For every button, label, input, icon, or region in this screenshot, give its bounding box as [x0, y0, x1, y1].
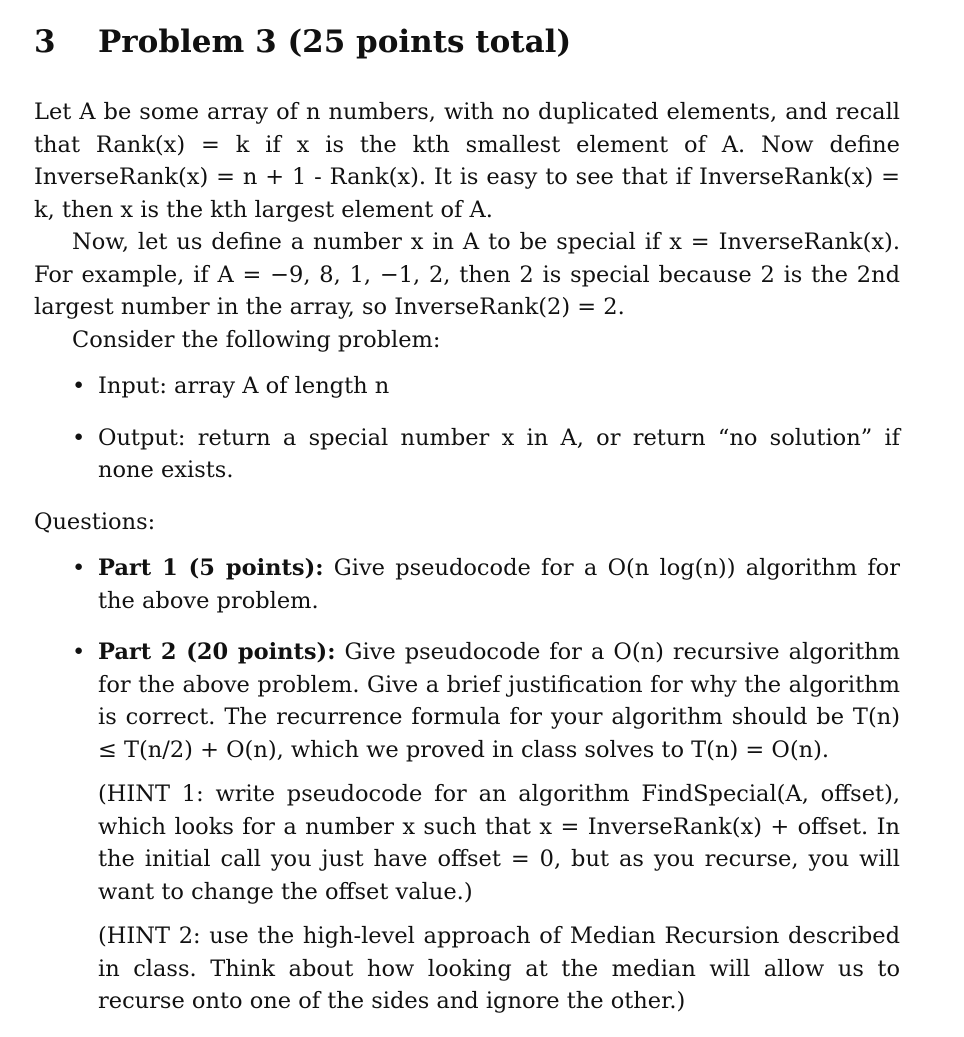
- section-title: Problem 3 (25 points total): [98, 24, 572, 60]
- list-item-input: [34, 370, 900, 403]
- intro-paragraph-3: Consider the following problem:: [72, 326, 441, 353]
- hint-1: (HINT 1: write pseudocode for an algorithm FindSpecial(A, offset), which looks for a number x such that x = InverseRank(x) + offset. In the initial call you just have offset = 0, but as you recurse, you will want to change the offset value.): [98, 781, 900, 905]
- questions-list: [34, 552, 900, 1018]
- part-1-text: Give pseudocode for a O(n log(n)) algorithm for the above problem.: [98, 555, 900, 614]
- section-number: 3: [34, 24, 56, 60]
- intro-paragraph-1: Let A be some array of n numbers, with no duplicated elements, and recall that Rank(x) = k if x is the kth smallest element of A. Now define InverseRank(x) = n + 1 - Rank(x). It is easy to see that if InverseRank(x) = k, then x is the kth largest element of A.: [34, 99, 900, 223]
- bullet-icon: •: [72, 555, 86, 581]
- part-1-label: Part 1 (5 points):: [98, 555, 324, 581]
- part-2-label: Part 2 (20 points):: [98, 639, 336, 665]
- list-item-part-1: [34, 552, 900, 617]
- hint-2: (HINT 2: use the high-level approach of Median Recursion described in class. Think about how looking at the median will allow us to recurse onto one of the sides and ignore the other.): [98, 923, 900, 1014]
- list-item-output: [34, 422, 900, 487]
- input-spec-text: Input: array A of length n: [98, 373, 390, 399]
- part-2-text: Give pseudocode for a O(n) recursive algorithm for the above problem. Give a brief justification for why the algorithm is correct. The recurrence formula for your algorithm should be T(n) ≤ T(n/2) + O(n), which we proved in class solves to T(n) = O(n).: [98, 639, 900, 763]
- bullet-icon: •: [72, 373, 86, 399]
- bullet-icon: •: [72, 639, 86, 665]
- questions-label: Questions:: [34, 508, 156, 535]
- list-item-part-2: [34, 636, 900, 1018]
- intro-paragraph-2: Now, let us define a number x in A to be special if x = InverseRank(x). For example, if A = −9, 8, 1, −1, 2, then 2 is special because 2 is the 2nd largest number in the array, so InverseRank(2) = 2.: [34, 229, 900, 320]
- problem-page: [34, 16, 900, 1037]
- output-spec-text: Output: return a special number x in A, or return “no solution” if none exists.: [98, 424, 900, 483]
- problem-spec-list: [34, 370, 900, 487]
- bullet-icon: •: [72, 424, 86, 451]
- section-heading: [34, 16, 900, 68]
